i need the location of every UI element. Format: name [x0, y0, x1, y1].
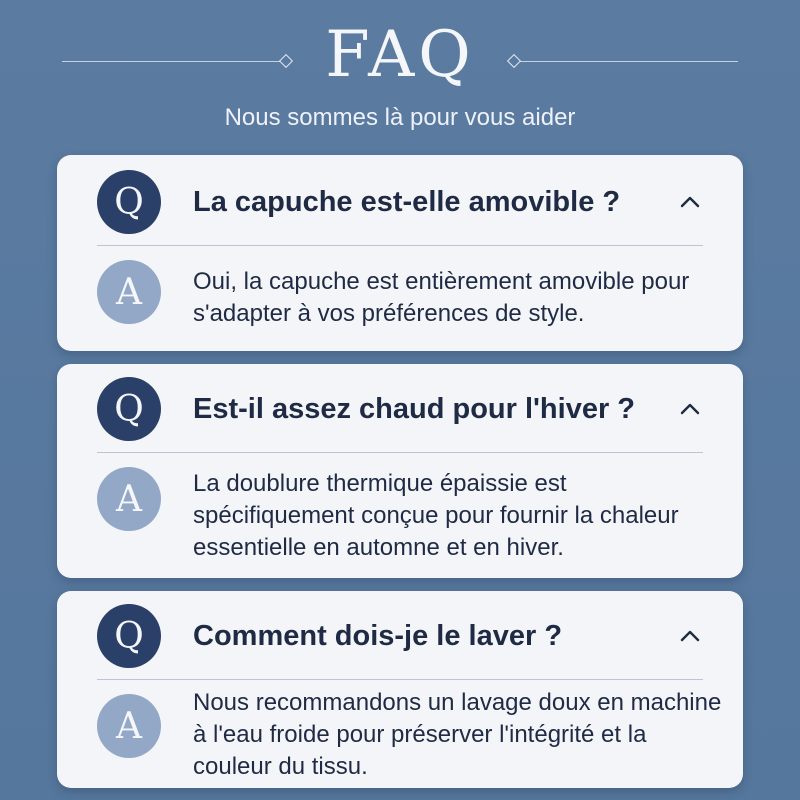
divider	[97, 452, 703, 453]
faq-item-3	[57, 591, 743, 788]
chevron-up-icon[interactable]	[679, 625, 701, 647]
chevron-up-icon[interactable]	[679, 398, 701, 420]
faq-item-2	[57, 364, 743, 578]
faq-answer: Nous recommandons un lavage doux en machine à l'eau froide pour préserver l'intégrité et la couleur du tissu.	[193, 689, 722, 780]
answer-badge-icon: A	[97, 260, 161, 324]
chevron-up-icon[interactable]	[679, 191, 701, 213]
page-subtitle: Nous sommes là pour vous aider	[224, 104, 576, 131]
question-badge-icon: Q	[97, 377, 161, 441]
faq-answer: La doublure thermique épaissie est spécifiquement conçue pour fournir la chaleur essentielle en automne et en hiver.	[193, 470, 679, 561]
faq-header	[0, 0, 800, 150]
question-badge-icon: Q	[97, 170, 161, 234]
page-title: FAQ	[325, 18, 475, 92]
faq-question[interactable]: Comment dois-je le laver ?	[193, 620, 563, 652]
faq-question[interactable]: La capuche est-elle amovible ?	[193, 186, 621, 218]
answer-badge-icon: A	[97, 694, 161, 758]
faq-question[interactable]: Est-il assez chaud pour l'hiver ?	[193, 393, 636, 425]
question-badge-icon: Q	[97, 604, 161, 668]
faq-item-1	[57, 155, 743, 351]
divider	[97, 679, 703, 680]
divider	[97, 245, 703, 246]
faq-answer: Oui, la capuche est entièrement amovible pour s'adapter à vos préférences de style.	[193, 268, 690, 327]
answer-badge-icon: A	[97, 467, 161, 531]
